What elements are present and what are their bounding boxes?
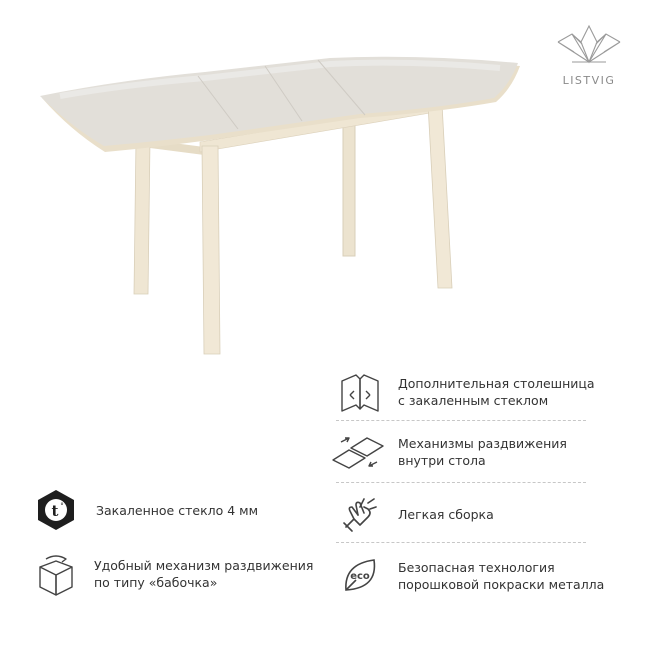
feature-text: Дополнительная столешница с закаленным стеклом <box>398 376 595 408</box>
eco-leaf-icon <box>334 554 386 598</box>
feature-tempered-glass <box>30 488 258 532</box>
feature-text: Легкая сборка <box>398 506 494 522</box>
sliding-mechanism-icon <box>330 430 388 474</box>
brand-logo <box>548 22 630 87</box>
separator <box>336 420 586 421</box>
svg-text:°: ° <box>60 502 64 510</box>
feature-text: Удобный механизм раздвижения по типу «бабочка» <box>94 558 314 590</box>
feature-eco-coating <box>334 554 604 598</box>
lotus-logo-icon <box>552 22 626 68</box>
tempered-glass-icon <box>30 488 82 532</box>
brand-name: LISTVIG <box>562 74 616 87</box>
butterfly-mechanism-icon <box>30 552 82 596</box>
feature-text: Механизмы раздвижения внутри стола <box>398 436 567 468</box>
feature-easy-assembly <box>334 492 494 536</box>
hand-assembly-icon <box>334 492 386 536</box>
feature-text: Закаленное стекло 4 мм <box>96 502 259 518</box>
feature-text: Безопасная технология порошковой покраски металла <box>398 560 605 592</box>
separator <box>336 542 586 543</box>
separator <box>336 482 586 483</box>
extension-leaf-icon <box>334 370 386 414</box>
feature-butterfly-mechanism <box>30 552 313 596</box>
svg-text:t: t <box>51 502 59 520</box>
feature-sliding-mechanism <box>330 430 567 474</box>
feature-extension-leaf <box>334 370 595 414</box>
svg-text:eco: eco <box>350 571 370 582</box>
